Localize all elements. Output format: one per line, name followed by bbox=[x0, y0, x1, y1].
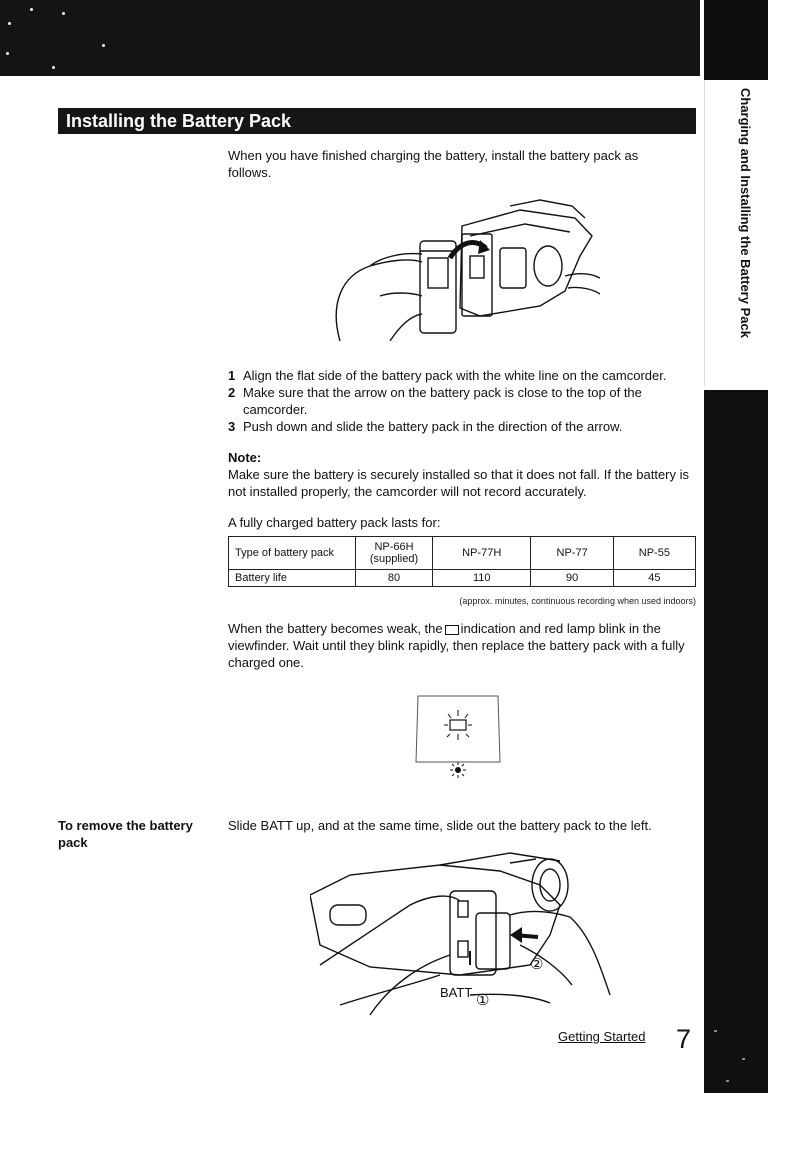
note-text: Make sure the battery is securely installed so that it does not fall. If the battery is not installed properly, the camcorder will not record accurately. bbox=[228, 467, 690, 499]
table-cell: Type of battery pack bbox=[229, 537, 356, 570]
step-text: Make sure that the arrow on the battery pack is close to the top of the camcorder. bbox=[243, 385, 642, 417]
side-tab bbox=[704, 80, 769, 386]
step-item bbox=[228, 418, 698, 435]
table-cell: NP-55 bbox=[613, 537, 695, 570]
table-cell: 90 bbox=[531, 570, 613, 587]
battery-install-illustration bbox=[310, 196, 600, 346]
battery-life-table bbox=[228, 536, 696, 587]
scan-speck bbox=[62, 12, 65, 15]
step-number: 3 bbox=[228, 419, 236, 434]
table-cell: 110 bbox=[433, 570, 531, 587]
table-intro: A fully charged battery pack lasts for: bbox=[228, 515, 441, 530]
side-tab-label: Charging and Installing the Battery Pack bbox=[738, 88, 753, 338]
scan-speck bbox=[726, 1080, 729, 1082]
scan-speck bbox=[30, 8, 33, 11]
step-item bbox=[228, 384, 698, 418]
table-footnote: (approx. minutes, continuous recording when used indoors) bbox=[459, 596, 696, 606]
section-heading-bar bbox=[58, 108, 696, 134]
warning-text bbox=[228, 620, 698, 671]
top-scan-band bbox=[0, 0, 700, 76]
warning-text-before: When the battery becomes weak, the bbox=[228, 621, 443, 636]
table-cell: 80 bbox=[356, 570, 433, 587]
scan-speck bbox=[742, 1058, 745, 1060]
note-title: Note: bbox=[228, 450, 262, 465]
side-band-bottom bbox=[704, 390, 768, 1093]
side-band-top bbox=[704, 0, 768, 80]
warning-text-after: indication and red lamp blink in the viewfinder. Wait until they blink rapidly, then replace the battery pack with a fully charged one. bbox=[228, 621, 685, 670]
remove-battery-heading: To remove the battery pack bbox=[58, 818, 193, 850]
step-marker-2: ② bbox=[530, 956, 544, 973]
page-number: 7 bbox=[676, 1024, 692, 1054]
table-cell: Battery life bbox=[229, 570, 356, 587]
step-item bbox=[228, 367, 698, 384]
step-marker-1: ① bbox=[476, 992, 490, 1009]
scan-speck bbox=[52, 66, 55, 69]
step-text: Push down and slide the battery pack in the direction of the arrow. bbox=[243, 419, 623, 434]
batt-label: BATT bbox=[440, 985, 473, 1000]
step-number: 1 bbox=[228, 368, 236, 383]
scan-speck bbox=[714, 1030, 717, 1032]
battery-indicator-icon bbox=[445, 625, 459, 635]
step-number: 2 bbox=[228, 385, 236, 400]
table-cell: NP-77H bbox=[433, 537, 531, 570]
scan-speck bbox=[102, 44, 105, 47]
section-title: Installing the Battery Pack bbox=[66, 111, 292, 131]
table-cell: NP-77 bbox=[531, 537, 613, 570]
intro-text: When you have finished charging the battery, install the battery pack as follows. bbox=[228, 148, 639, 180]
remove-battery-text: Slide BATT up, and at the same time, slide out the battery pack to the left. bbox=[228, 818, 652, 833]
scan-speck bbox=[8, 22, 11, 25]
step-text: Align the flat side of the battery pack with the white line on the camcorder. bbox=[243, 368, 667, 383]
scan-speck bbox=[6, 52, 9, 55]
steps-list bbox=[228, 367, 698, 435]
table-row bbox=[229, 570, 696, 587]
footer-section-name: Getting Started bbox=[558, 1029, 646, 1044]
battery-remove-illustration bbox=[310, 845, 620, 1025]
table-header-row bbox=[229, 537, 696, 570]
viewfinder-indicator-illustration bbox=[412, 692, 504, 784]
table-cell: NP-66H (supplied) bbox=[356, 537, 433, 570]
table-cell: 45 bbox=[613, 570, 695, 587]
